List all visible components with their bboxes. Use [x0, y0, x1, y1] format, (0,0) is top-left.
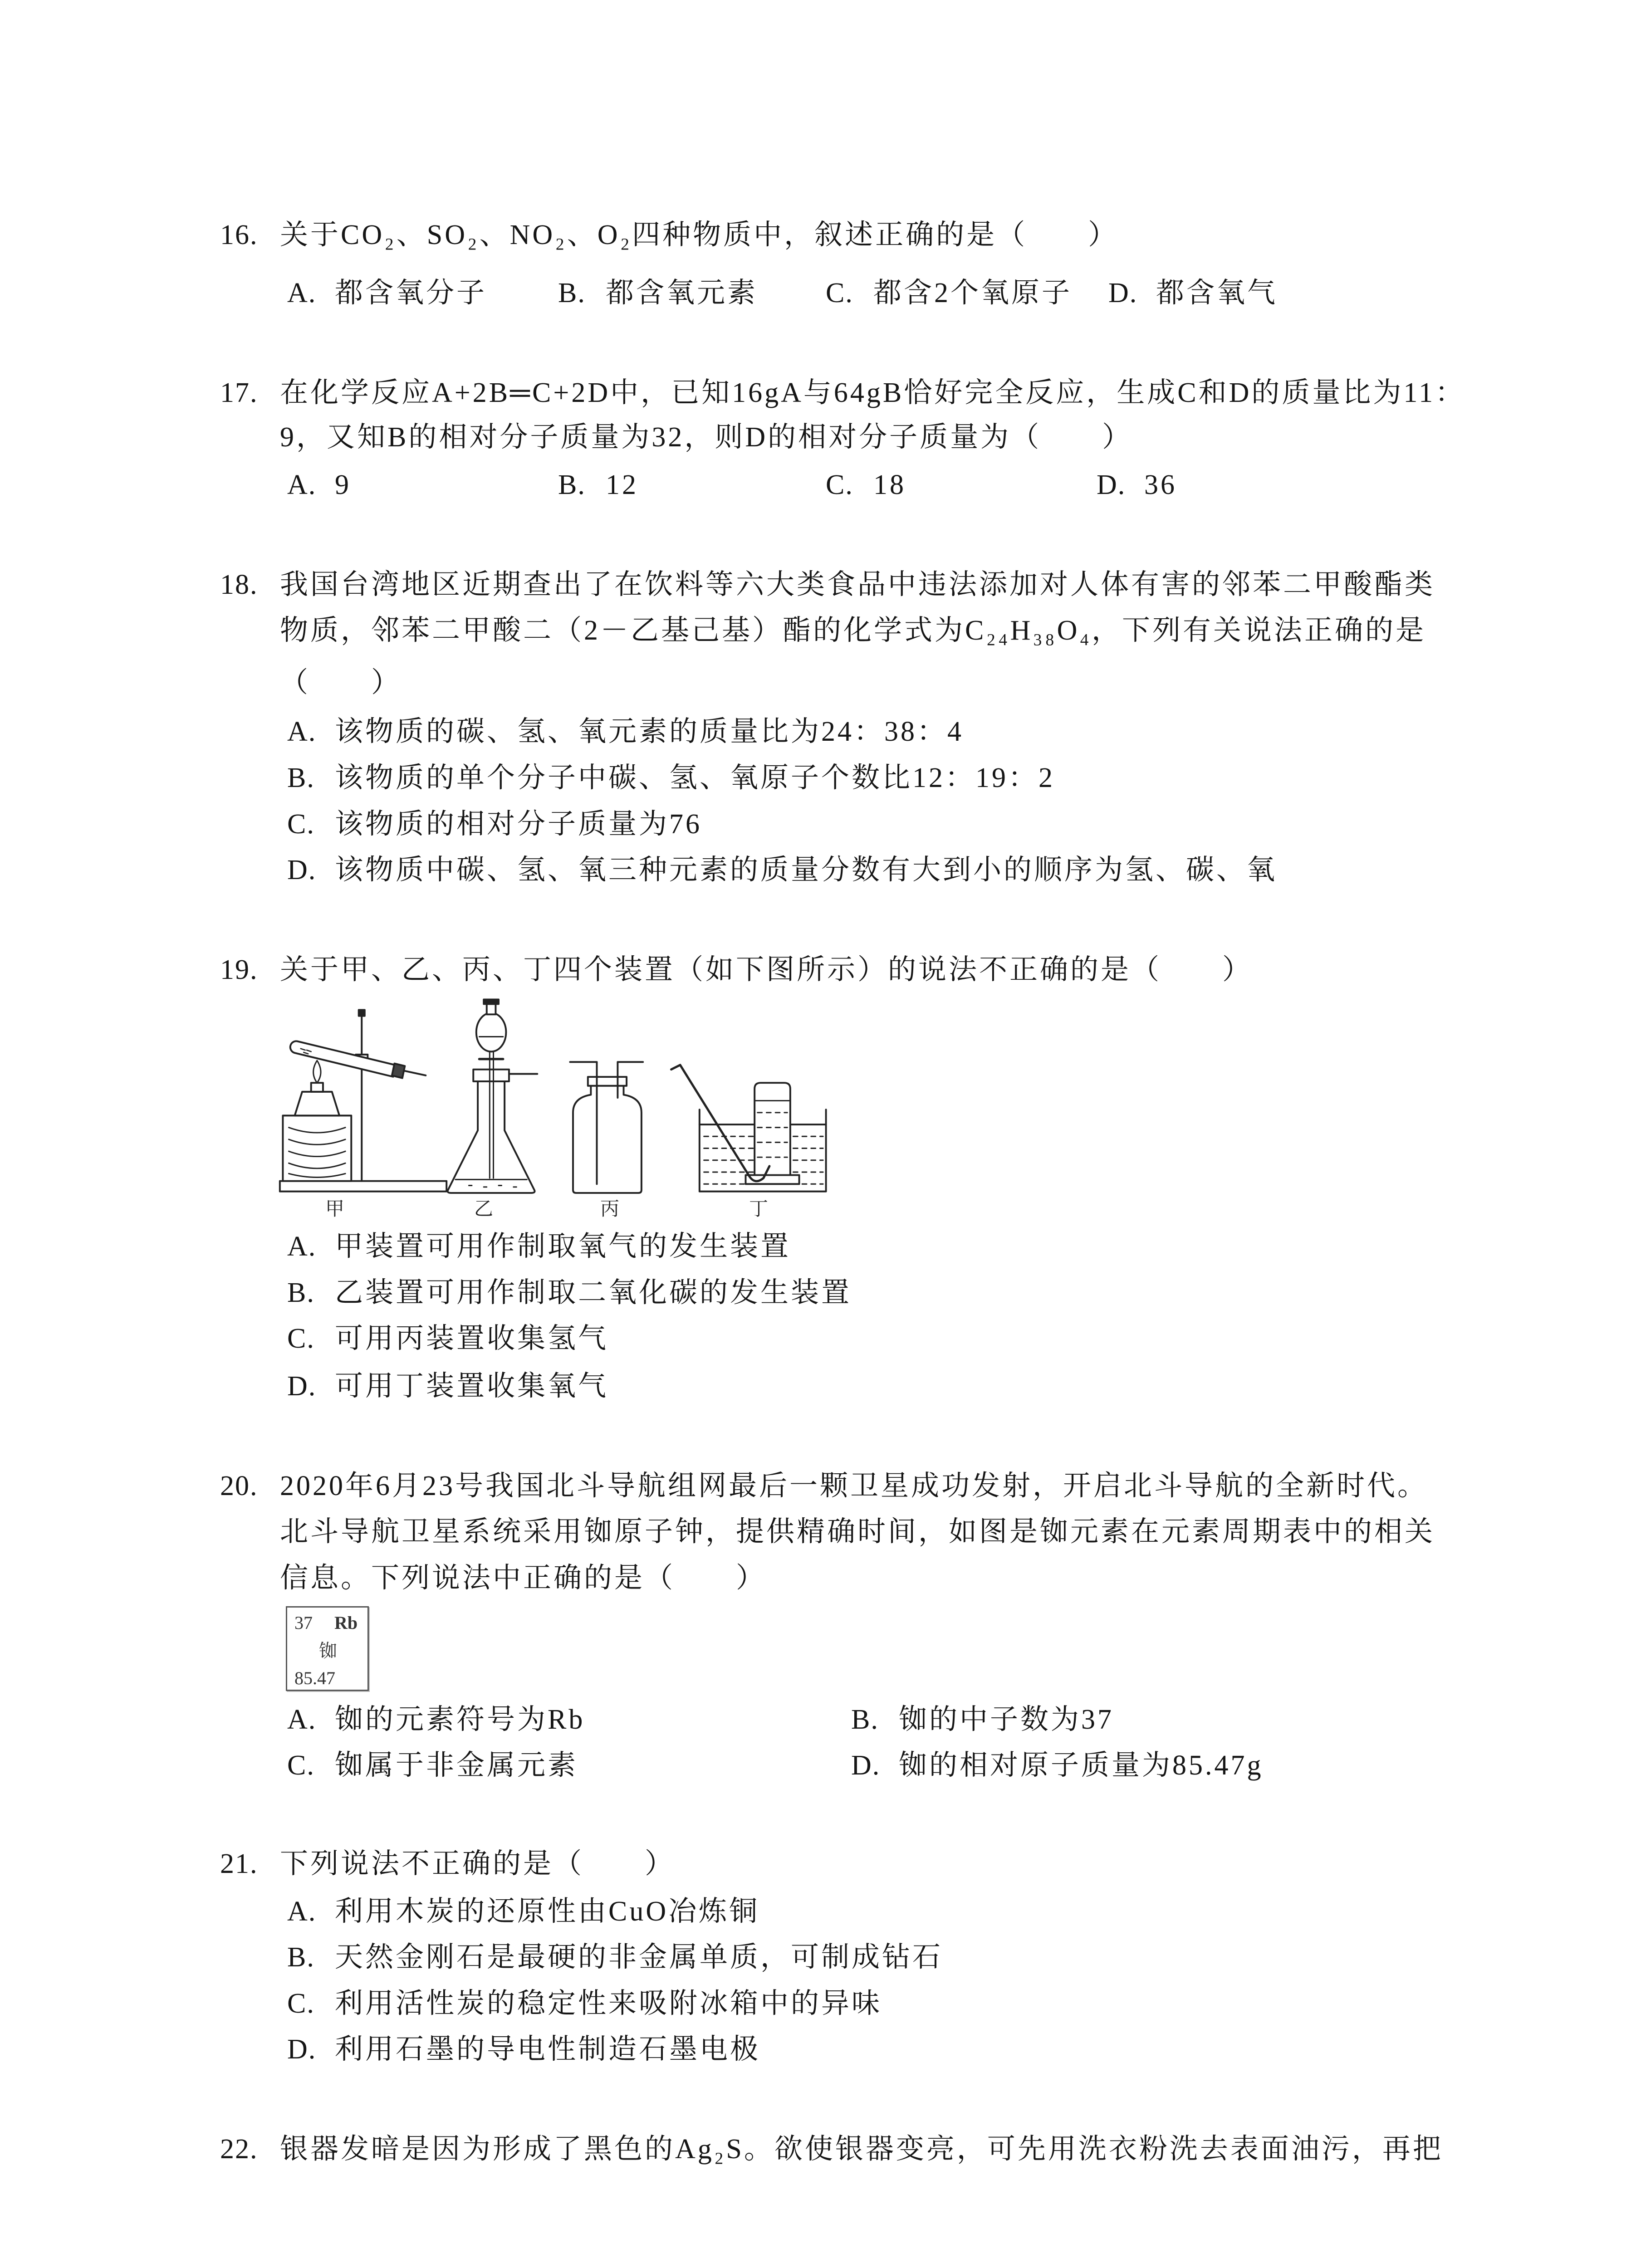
question-number: 19.: [220, 954, 258, 985]
conical-flask: [448, 1080, 535, 1193]
option-a-label: A.: [287, 278, 317, 308]
question-stem-line: 在化学反应A+2B═C+2D中，已知16gA与64gB恰好完全反应，生成C和D的质量比为11：: [280, 377, 1466, 408]
option-c-text: 可用丙装置收集氢气: [335, 1323, 609, 1354]
question-stem-line: 银器发暗是因为形成了黑色的Ag₂S。欲使银器变亮，可先用洗衣粉洗去表面油污，再把: [280, 2134, 1443, 2165]
question-stem-line: 物质，邻苯二甲酸二（2－乙基己基）酯的化学式为C₂₄H₃₈O₄，下列有关说法正确的是: [280, 615, 1426, 646]
option-a-text: 铷的元素符号为Rb: [335, 1704, 585, 1735]
question-stem-line: 北斗导航卫星系统采用铷原子钟，提供精确时间，如图是铷元素在元素周期表中的相关: [280, 1516, 1435, 1547]
option-d-label: D.: [1108, 278, 1138, 308]
flask-stopper: [473, 1070, 509, 1081]
question-number: 22.: [220, 2134, 258, 2165]
figure-label-yi: 乙: [474, 1198, 493, 1220]
option-b-label: B.: [287, 1942, 315, 1973]
option-a-label: A.: [287, 1896, 317, 1927]
option-b-text: 都含氧元素: [606, 278, 758, 308]
stand-base: [280, 1181, 446, 1192]
gas-bottle: [573, 1083, 642, 1193]
option-b-text: 乙装置可用作制取二氧化碳的发生装置: [335, 1277, 852, 1308]
option-a-label: A.: [287, 469, 317, 500]
option-c-text: 都含2个氧原子: [873, 278, 1073, 308]
wooden-block: [283, 1115, 351, 1181]
option-a-text: 该物质的碳、氢、氧元素的质量比为24：38：4: [335, 716, 964, 747]
option-a-label: A.: [287, 1704, 317, 1735]
option-c-label: C.: [287, 809, 315, 840]
atomic-mass: 85.47: [294, 1668, 335, 1688]
option-d-label: D.: [1097, 469, 1126, 500]
option-c-label: C.: [287, 1988, 315, 2019]
option-c-text: 利用活性炭的稳定性来吸附冰箱中的异味: [335, 1988, 882, 2019]
question-stem-line: 信息。下列说法中正确的是（ ）: [280, 1563, 767, 1593]
option-c-label: C.: [826, 278, 853, 308]
option-c-label: C.: [287, 1750, 315, 1781]
option-d-label: D.: [287, 1371, 317, 1402]
option-d-text: 可用丁装置收集氧气: [335, 1371, 609, 1402]
question-stem-line: 下列说法不正确的是（ ）: [280, 1848, 676, 1879]
option-a-label: A.: [287, 1231, 317, 1262]
option-b-label: B.: [558, 469, 586, 500]
test-tube: [290, 1041, 396, 1076]
option-d-text: 该物质中碳、氢、氧三种元素的质量分数有大到小的顺序为氢、碳、氧: [335, 855, 1278, 885]
option-b-text: 天然金刚石是最硬的非金属单质，可制成钻石: [335, 1942, 943, 1973]
option-c-text: 铷属于非金属元素: [335, 1750, 578, 1781]
option-a-text: 都含氧分子: [335, 278, 487, 308]
funnel-bulb: [476, 1013, 506, 1051]
option-d-text: 都含氧气: [1156, 278, 1278, 308]
option-a-label: A.: [287, 716, 317, 747]
delivery-tube: [405, 1071, 426, 1075]
option-b-text: 铷的中子数为37: [899, 1704, 1114, 1735]
question-stem-line: 2020年6月23号我国北斗导航组网最后一颗卫星成功发射，开启北斗导航的全新时代。: [280, 1471, 1428, 1501]
option-b-label: B.: [851, 1704, 879, 1735]
question-number: 21.: [220, 1848, 258, 1879]
option-d-label: D.: [287, 855, 317, 885]
apparatus-ding: [671, 1065, 826, 1192]
periodic-table-cell: [286, 1606, 369, 1691]
option-a-text: 甲装置可用作制取氧气的发生装置: [335, 1231, 791, 1262]
figure-label-bing: 丙: [600, 1198, 619, 1220]
figure-label-ding: 丁: [749, 1198, 768, 1220]
question-number: 17.: [220, 377, 258, 408]
option-a-text: 利用木炭的还原性由CuO冶炼铜: [335, 1896, 760, 1927]
element-symbol: Rb: [334, 1613, 358, 1633]
question-stem-line: 我国台湾地区近期查出了在饮料等六大类食品中违法添加对人体有害的邻苯二甲酸酯类: [280, 569, 1435, 600]
apparatus-jia: [280, 1010, 446, 1191]
option-d-label: D.: [287, 2034, 317, 2065]
apparatus-bing: [570, 1062, 643, 1193]
alcohol-lamp: [295, 1092, 339, 1115]
option-c-label: C.: [826, 469, 853, 500]
flame: [314, 1061, 321, 1083]
apparatus-figure: [275, 993, 833, 1202]
apparatus-yi: [448, 1000, 538, 1193]
option-b-label: B.: [287, 1277, 315, 1308]
option-b-label: B.: [287, 763, 315, 793]
atomic-number: 37: [294, 1613, 313, 1633]
option-a-text: 9: [335, 469, 351, 500]
element-name: 铷: [319, 1641, 337, 1661]
figure-label-jia: 甲: [325, 1198, 344, 1220]
option-d-label: D.: [851, 1750, 881, 1781]
question-number: 16.: [220, 220, 258, 250]
question-stem-line: 9，又知B的相对分子质量为32，则D的相对分子质量为（ ）: [280, 422, 1133, 453]
option-c-text: 该物质的相对分子质量为76: [335, 809, 702, 840]
option-d-text: 铷的相对原子质量为85.47g: [899, 1750, 1264, 1781]
answer-bracket: （ ）: [280, 667, 402, 698]
option-c-text: 18: [873, 469, 906, 500]
option-b-text: 12: [606, 469, 638, 500]
option-b-label: B.: [558, 278, 586, 308]
question-number: 20.: [220, 1471, 258, 1501]
question-stem-line: 关于甲、乙、丙、丁四个装置（如下图所示）的说法不正确的是（ ）: [280, 954, 1253, 985]
option-d-text: 利用石墨的导电性制造石墨电极: [335, 2034, 761, 2065]
option-d-text: 36: [1144, 469, 1177, 500]
inverted-bottle: [754, 1083, 790, 1175]
question-stem-line: 关于CO₂、SO₂、NO₂、O₂四种物质中，叙述正确的是（ ）: [280, 220, 1119, 250]
option-b-text: 该物质的单个分子中碳、氢、氧原子个数比12：19：2: [335, 763, 1055, 793]
question-number: 18.: [220, 569, 258, 600]
option-c-label: C.: [287, 1323, 315, 1354]
